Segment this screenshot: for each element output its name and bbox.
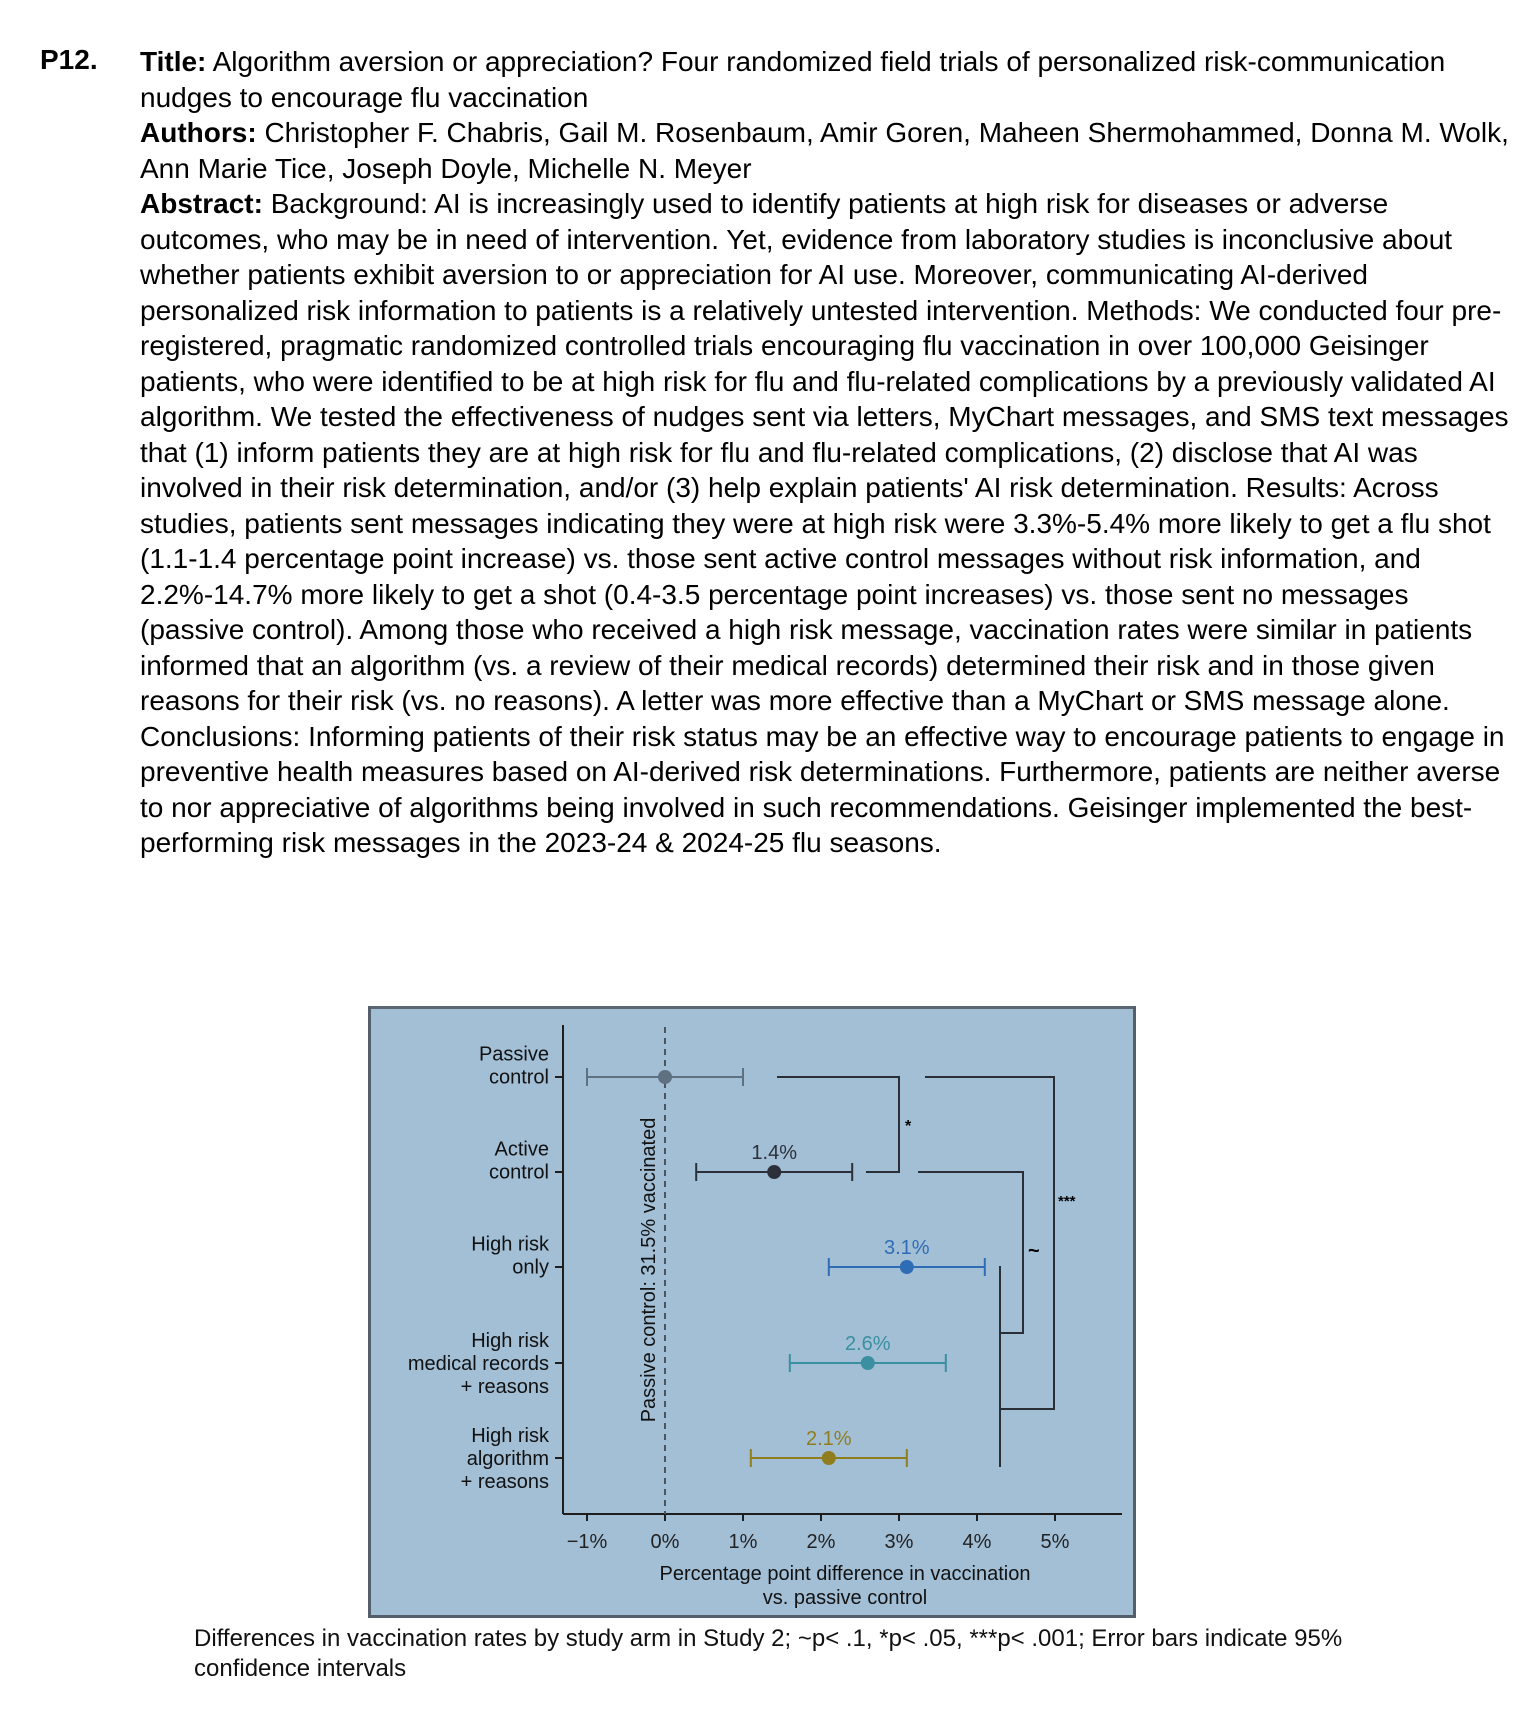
category-label: High risk — [471, 1425, 549, 1447]
figure-chart — [368, 1006, 1136, 1618]
category-label: High risk — [471, 1330, 549, 1352]
data-point — [822, 1451, 836, 1465]
category-label: High risk — [471, 1233, 549, 1256]
paper-title: Algorithm aversion or appreciation? Four randomized field trials of personalized risk-communication nudges to encourage flu vaccination — [140, 46, 1446, 113]
title-label: Title: — [140, 46, 207, 77]
figure-caption: Differences in vaccination rates by study arm in Study 2; ~p< .1, *p< .05, ***p< .001; Error bars indicate 95% confidence intervals — [194, 1625, 1343, 1682]
category-label: + reasons — [460, 1376, 549, 1398]
category-label: + reasons — [460, 1471, 549, 1493]
category-label: medical records — [407, 1353, 549, 1375]
x-tick-label: 5% — [1040, 1531, 1070, 1553]
x-tick-label: 1% — [728, 1531, 758, 1553]
data-label: 2.6% — [845, 1333, 891, 1355]
reference-line-label: Passive control: 31.5% vaccinated — [638, 1117, 660, 1423]
paper-abstract: Background: AI is increasingly used to identify patients at high risk for diseases or adverse outcomes, who may be in need of intervention. Yet, evidence from laboratory studies is inconclusive about whether patients exhibit aversion to or appreciation for AI use. Moreover, communicating AI-derived personalized risk information to patients is a relatively untested intervention. Methods: We conducted four pre-registered, pragmatic randomized controlled trials encouraging flu vaccination in over 100,000 Geisinger patients, who were identified to be at high risk for flu and flu-related complications by a previously validated AI algorithm. We tested the effectiveness of nudges sent via letters, MyChart messages, and SMS text messages that (1) inform patients they are at high risk for flu and flu-related complications, (2) disclose that AI was involved in their risk determination, and/or (3) help explain patients' AI risk determination. Results: Across studies, patients sent messages indicating they were at high risk were 3.3%-5.4% more likely to get a flu shot (1.1-1.4 percentage point increase) vs. those sent active control messages without risk information, and 2.2%-14.7% more likely to get a shot (0.4-3.5 percentage point increases) vs. those sent no messages (passive control). Among those who received a high risk message, vaccination rates were similar in patients informed that an algorithm (vs. a review of their medical records) determined their risk and in those given reasons for their risk (vs. no reasons). A letter was more effective than a MyChart or SMS message alone. Conclusions: Informing patients of their risk status may be an effective way to encourage patients to engage in preventive health measures based on AI-derived risk determinations. Furthermore, patients are neither averse to nor appreciative of algorithms being involved in such recommendations. Geisinger implemented the best-performing risk messages in the 2023-24 & 2024-25 flu seasons. — [140, 188, 1509, 858]
category-label: algorithm — [466, 1448, 549, 1470]
data-label: 3.1% — [884, 1237, 930, 1259]
abstract-label: Abstract: — [140, 188, 263, 219]
x-tick-label: 3% — [884, 1531, 914, 1553]
data-label: 2.1% — [806, 1428, 852, 1450]
significance-marker: *** — [1058, 1193, 1076, 1210]
data-label: 1.4% — [751, 1142, 797, 1164]
category-label: Active — [494, 1138, 549, 1161]
x-tick-label: 2% — [806, 1531, 836, 1553]
data-point — [658, 1070, 672, 1084]
category-label: Passive — [478, 1043, 549, 1066]
entry-body — [140, 44, 1520, 861]
authors-label: Authors: — [140, 117, 257, 148]
x-tick-label: 4% — [962, 1531, 992, 1553]
entry-number: P12. — [40, 44, 98, 75]
data-point — [861, 1356, 875, 1370]
x-axis-title: vs. passive control — [762, 1587, 928, 1609]
category-label: control — [488, 1161, 549, 1184]
bracket-active-vs-highrisk — [918, 1172, 1023, 1333]
forest-plot — [371, 1009, 1133, 1615]
category-label: control — [488, 1066, 549, 1089]
significance-marker: ~ — [1028, 1240, 1040, 1262]
data-point — [900, 1260, 914, 1274]
x-tick-label: 0% — [650, 1531, 680, 1553]
x-tick-label: −1% — [566, 1531, 608, 1553]
x-axis-title: Percentage point difference in vaccination — [659, 1563, 1031, 1585]
category-label: only — [512, 1256, 549, 1279]
paper-authors: Christopher F. Chabris, Gail M. Rosenbaum, Amir Goren, Maheen Shermohammed, Donna M. Wolk, Ann Marie Tice, Joseph Doyle, Michelle N. Meyer — [140, 117, 1509, 184]
significance-marker: * — [905, 1118, 912, 1135]
data-point — [767, 1165, 781, 1179]
